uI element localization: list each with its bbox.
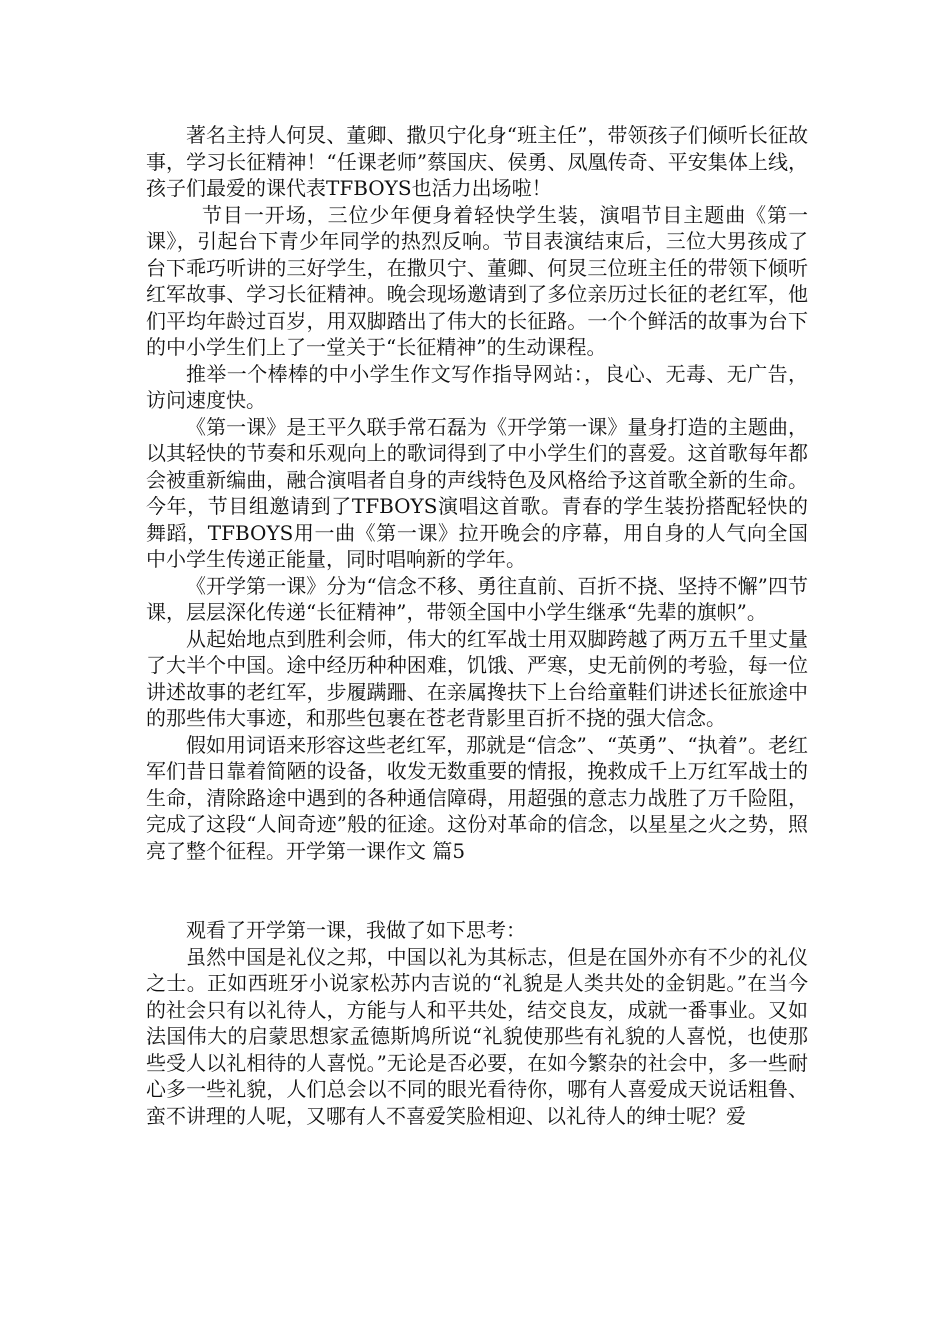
paragraph-2: 节目一开场，三位少年便身着轻快学生装，演唱节目主题曲《第一课》，引起台下青少年同学的热烈反响。节目表演结束后，三位大男孩成了台下乖巧听讲的三好学生，在撒贝宁、董卿、何炅三位班主任的带领下倾听红军故事、学习长征精神。晚会现场邀请到了多位亲历过长征的老红军，他们平均年龄过百岁，用双脚踏出了伟大的长征路。一个个鲜活的故事为台下的中小学生们上了一堂关于“长征精神”的生动课程。 — [146, 202, 808, 359]
paragraph-7: 假如用词语来形容这些老红军，那就是“信念”、“英勇”、“执着”。老红军们昔日靠着简陋的设备，收发无数重要的情报，挽救成千上万红军战士的生命，清除路途中遇到的各种通信障碍，用超强的意志力战胜了万千险阻，完成了这段“人间奇迹”般的征途。这份对革命的信念，以星星之火之势，照亮了整个征程。开学第一课作文 篇5 — [146, 732, 808, 863]
paragraph-1: 著名主持人何炅、董卿、撒贝宁化身“班主任”，带领孩子们倾听长征故事，学习长征精神！“任课老师”蔡国庆、侯勇、凤凰传奇、平安集体上线，孩子们最爱的课代表TFBOYS也活力出场啦！ — [146, 123, 808, 200]
section-gap — [146, 864, 808, 917]
document-page — [146, 122, 808, 1129]
paragraph-6: 从起始地点到胜利会师，伟大的红军战士用双脚跨越了两万五千里丈量了大半个中国。途中经历种种困难，饥饿、严寒，史无前例的考验，每一位讲述故事的老红军，步履蹒跚、在亲属搀扶下上台给童鞋们讲述长征旅途中的那些伟大事迹，和那些包裹在苍老背影里百折不挠的强大信念。 — [146, 626, 808, 730]
paragraph-8: 观看了开学第一课，我做了如下思考： — [186, 918, 526, 942]
paragraph-4: 《第一课》是王平久联手常石磊为《开学第一课》量身打造的主题曲，以其轻快的节奏和乐观向上的歌词得到了中小学生们的喜爱。这首歌每年都会被重新编曲，融合演唱者自身的声线特色及风格给予这首歌全新的生命。今年，节目组邀请到了TFBOYS演唱这首歌。青春的学生装扮搭配轻快的舞蹈，TFBOYS用一曲《第一课》拉开晚会的序幕，用自身的人气向全国中小学生传递正能量，同时唱响新的学年。 — [146, 414, 808, 571]
paragraph-5: 《开学第一课》分为“信念不移、勇往直前、百折不挠、坚持不懈”四节课，层层深化传递“长征精神”，带领全国中小学生继承“先辈的旗帜”。 — [146, 573, 808, 624]
paragraph-9: 虽然中国是礼仪之邦，中国以礼为其标志，但是在国外亦有不少的礼仪之士。正如西班牙小说家松苏内吉说的“礼貌是人类共处的金钥匙。”在当今的社会只有以礼待人，方能与人和平共处，结交良友，成就一番事业。又如法国伟大的启蒙思想家孟德斯鸠所说“礼貌使那些有礼貌的人喜悦，也使那些受人以礼相待的人喜悦。”无论是否必要，在如今繁杂的社会中，多一些耐心多一些礼貌，人们总会以不同的眼光看待你，哪有人喜爱成天说话粗鲁、蛮不讲理的人呢，又哪有人不喜爱笑脸相迎、以礼待人的绅士呢？爱 — [146, 944, 808, 1128]
paragraph-3: 推举一个棒棒的中小学生作文写作指导网站：，良心、无毒、无广告，访问速度快。 — [146, 361, 808, 412]
